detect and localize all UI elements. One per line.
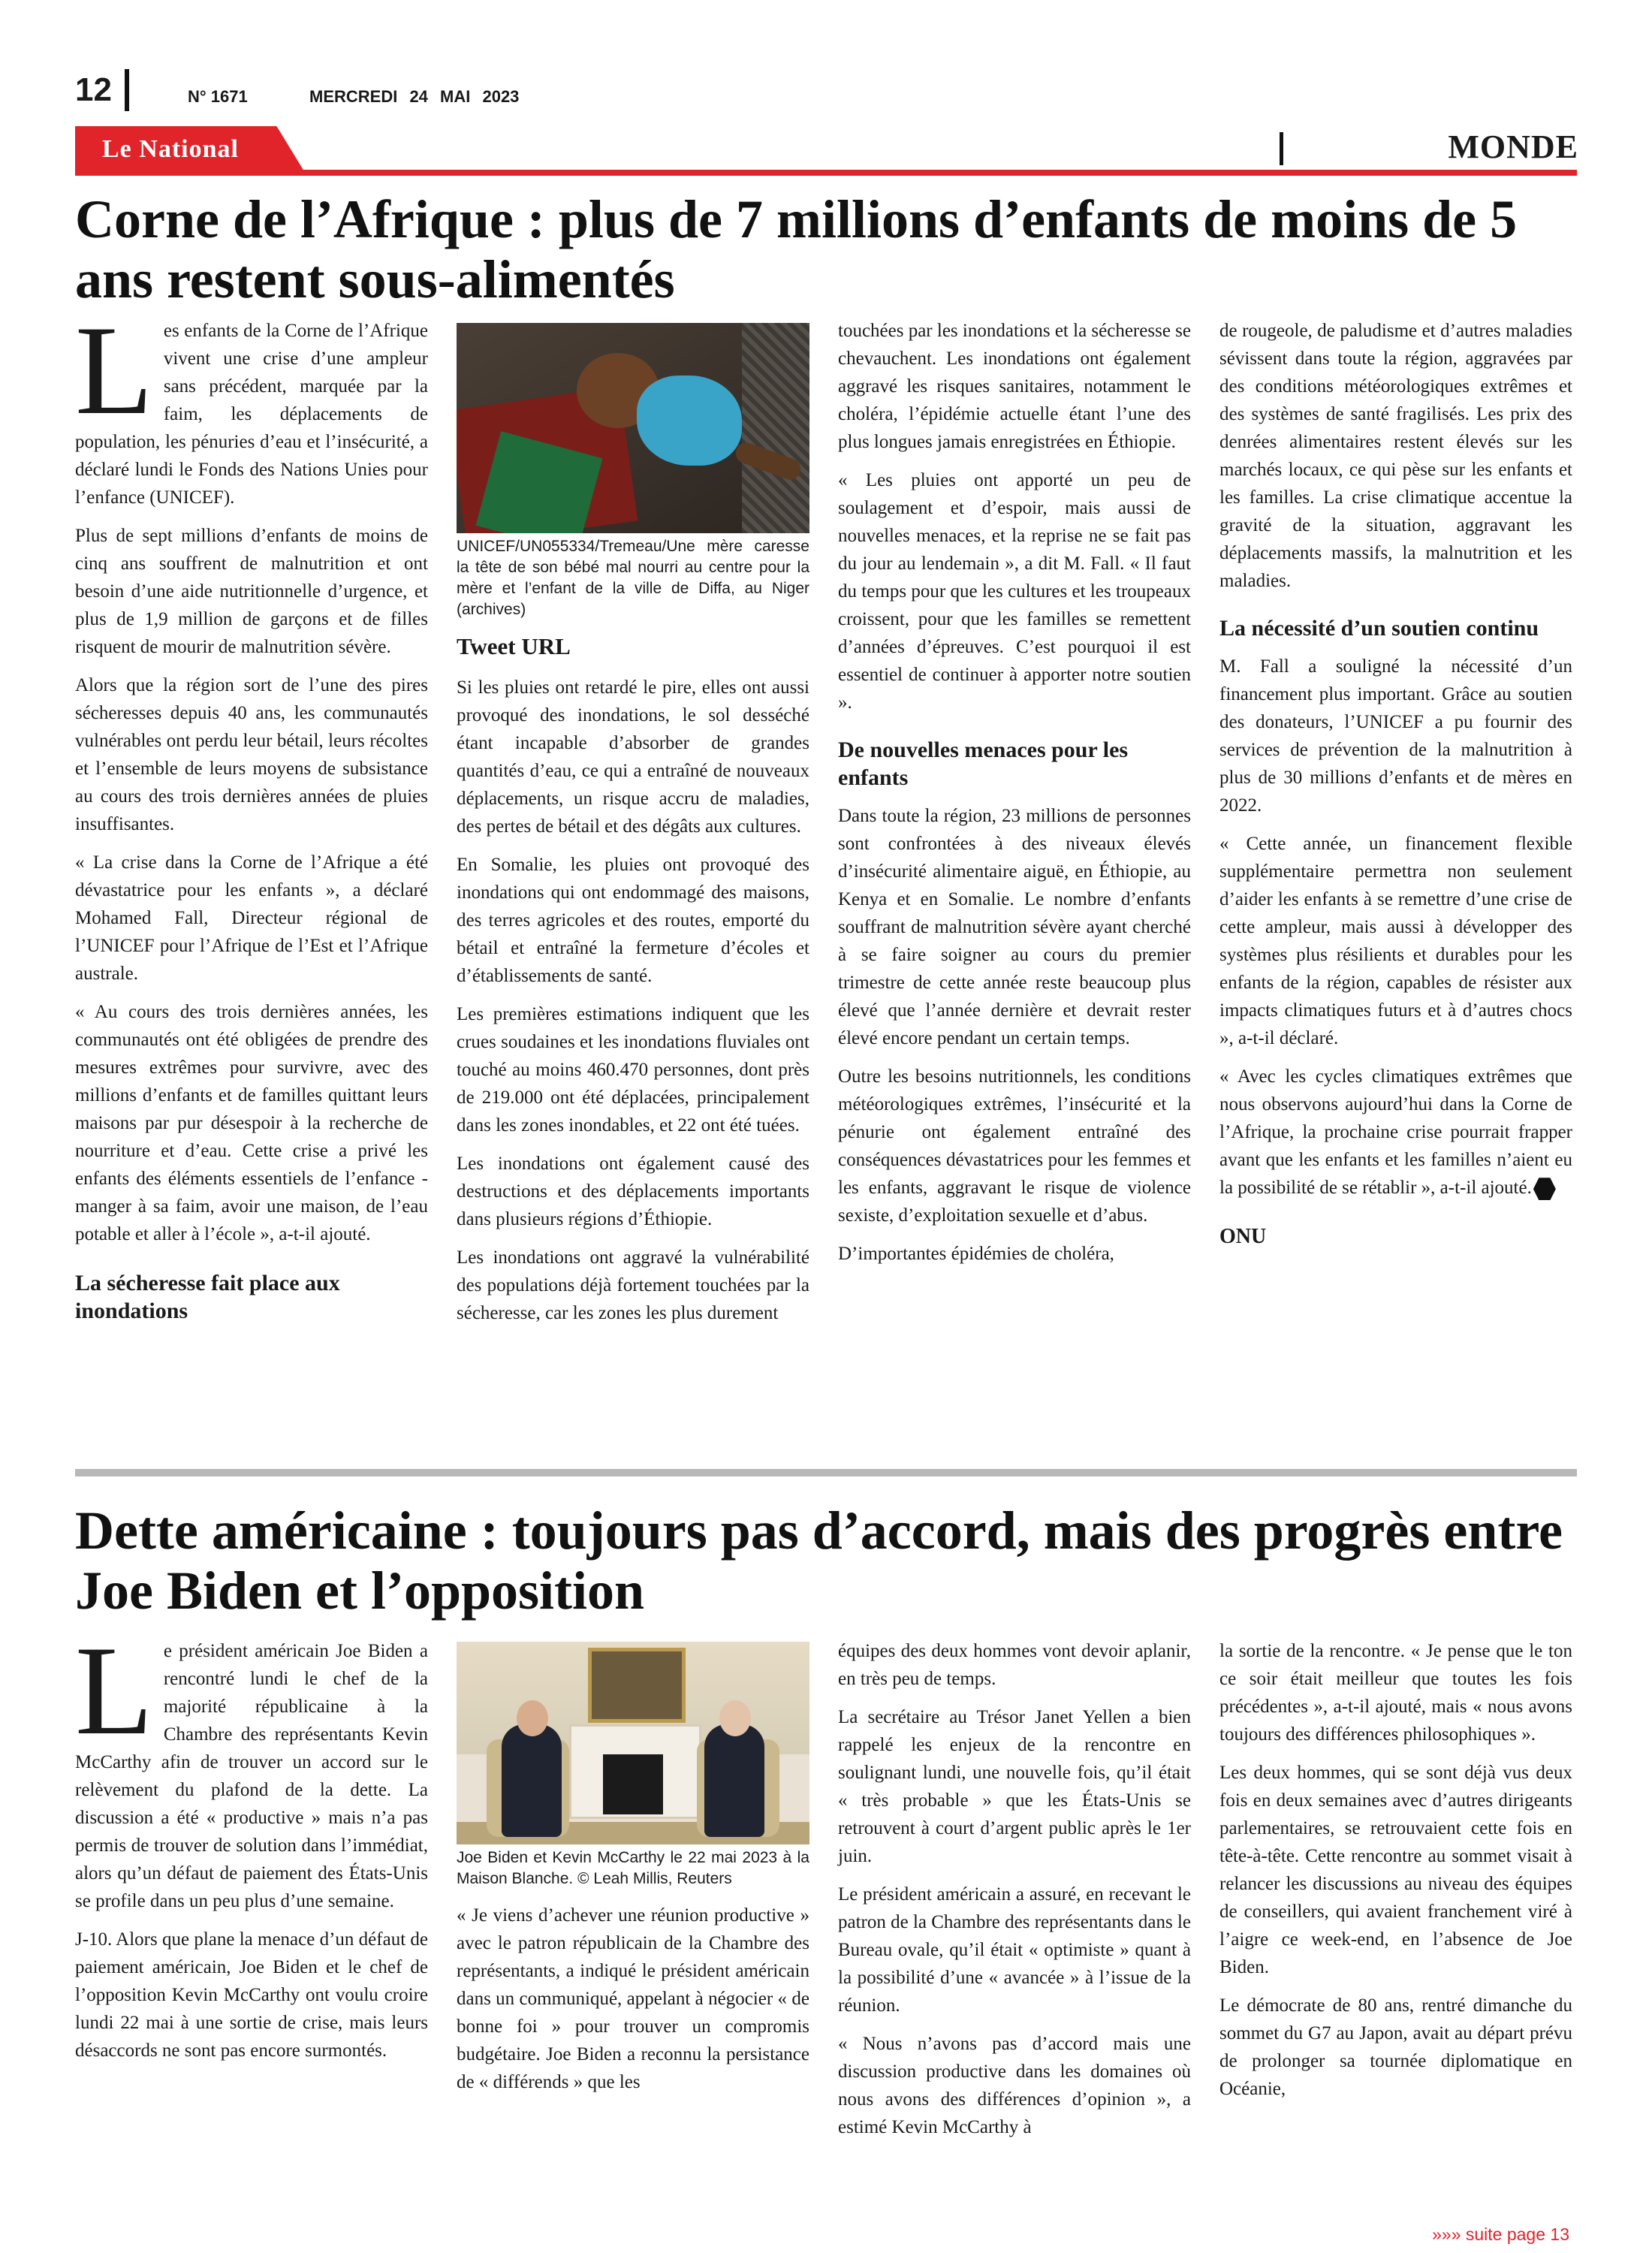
article1-paragraph: « Cette année, un financement flexible supplémentaire permettra non seulement d’aider les enfants à se remettre d’une crise de cette ampleur, mais aussi à développer des systèmes plus résilients et durables pour les enfants de la région, capables de résister aux impacts climatiques futurs et à d’autres chocs », a-t-il déclaré. [1219,834,1572,1048]
header-rule [75,170,1577,176]
article2-paragraph: J-10. Alors que plane la menace d’un défaut de paiement américain, Joe Biden et le chef de l’opposition Kevin McCarthy ont voulu croire lundi 22 mai à une sortie de crise, mais leurs désaccords ne sont pas encore surmontés. [75,1929,428,2061]
article1-source: ONU [1219,1225,1267,1248]
photo-caption: Joe Biden et Kevin McCarthy le 22 mai 2023 à la Maison Blanche. © Leah Millis, Reuters [457,1849,809,1887]
article1-paragraph: Alors que la région sort de l’une des pires sécheresses depuis 40 ans, les communautés vulnérables ont perdu leur bétail, leurs récoltes et l’ensemble de leurs moyens de subsistance au cours des trois dernières années de pluies insuffisantes. [75,675,428,834]
article2-paragraph: la sortie de la rencontre. « Je pense que le ton ce soir était meilleur que toutes les fois précédentes », a-t-il ajouté, mais « nous avons toujours des différences philosophiques ». [1219,1641,1572,1745]
article2-paragraph: Les deux hommes, qui se sont déjà vus deux fois en deux semaines avec d’autres dirigeants parlementaires, se retrouvaient cette fois en tête-à-tête. Cette rencontre au sommet visait à relancer les discussions au niveau des équipes de conseillers, qui avaient franchement viré à l’aigre ce week-end, en l’absence de Joe Biden. [1219,1763,1572,1977]
article1-column-3 [838,317,1191,1278]
article2-paragraph: équipes des deux hommes vont devoir aplanir, en très peu de temps. [838,1641,1191,1689]
page-number-divider [125,69,129,111]
article2-paragraph: Le président américain a assuré, en recevant le patron de la Chambre des représentants dans le Bureau ovale, qu’il était « optimiste » quant à la possibilité d’une « avancée » à l’issue de la réunion. [838,1884,1191,2016]
article2-paragraph: La secrétaire au Trésor Janet Yellen a bien rappelé les enjeux de la rencontre en soulignant lundi, une nouvelle fois, qu’il était « très probable » que les États-Unis se retrouvent à court d’argent public après le 1er juin. [838,1707,1191,1866]
article1-subheading: La nécessité d’un soutien continu [1219,616,1539,641]
article1-paragraph: touchées par les inondations et la sécheresse se chevauchent. Les inondations ont également aggravé les risques sanitaires, notamment le choléra, l’épidémie actuelle étant l’une des plus longues jamais enregistrées en Éthiopie. [838,321,1191,452]
article2-column-2 [457,1642,809,2107]
photo-caption: UNICEF/UN055334/Tremeau/Une mère caresse la tête de son bébé mal nourri au centre pour la mère et l’enfant de la ville de Diffa, au Niger (archives) [457,538,809,618]
article1-paragraph: de rougeole, de paludisme et d’autres maladies sévissent dans toute la région, aggravées par des conditions météorologiques extrêmes et des systèmes de santé fragilisés. Les prix des denrées alimentaires restent élevés sur les marchés locaux, ce qui pèse sur les enfants et les familles. La crise climatique accentue la gravité de la situation, aggravant les déplacements massifs, la malnutrition et les maladies. [1219,321,1572,591]
article1-paragraph: Plus de sept millions d’enfants de moins de cinq ans souffrent de malnutrition et ont besoin d’une aide nutritionnelle d’urgence, et plus de 1,9 million de garçons et de filles risquent de mourir de malnutrition sévère. [75,526,428,657]
article1-paragraph: « Avec les cycles climatiques extrêmes que nous observons aujourd’hui dans la Corne de l’Afrique, la prochaine crise pourrait frapper avant que les enfants et les familles n’aient eu la possibilité de se rétablir », a-t-il ajouté. [1219,1066,1572,1198]
article1-paragraph: es enfants de la Corne de l’Afrique vivent une crise d’une ampleur sans précédent, marquée par la faim, les déplacements de population, les pénuries d’eau et l’insécurité, a déclaré lundi le Fonds des Nations Unies pour l’enfance (UNICEF). [75,321,428,508]
article1-paragraph: Si les pluies ont retardé le pire, elles ont aussi provoqué des inondations, le sol desséché étant incapable d’absorber de grandes quantités d’eau, ce qui a entraîné de nouveaux déplacements, un risque accru de maladies, des pertes de bétail et des dégâts aux cultures. [457,677,809,837]
section-name: MONDE [1448,128,1578,165]
article2-column-3 [838,1637,1191,2152]
article1-column-4 [1219,317,1572,1250]
article2-paragraph: « Nous n’avons pas d’accord mais une discussion productive dans les domaines où nous avons des différences d’opinion », a estimé Kevin McCarthy à [838,2034,1191,2137]
article1-paragraph: Les inondations ont aggravé la vulnérabilité des populations déjà fortement touchées par la sécheresse, car les zones les plus durement [457,1247,809,1323]
article2-paragraph: e président américain Joe Biden a rencontré lundi le chef de la majorité républicaine à la Chambre des représentants Kevin McCarthy afin de trouver un accord sur le relèvement du plafond de la dette. La discussion a été « productive » mais n’a pas permis de trouver de solution dans l’immédiat, alors qu’un défaut de paiement des États-Unis se profile dans un peu plus d’une semaine. [75,1641,428,1911]
article-divider [75,1469,1577,1476]
article1-paragraph: « Au cours des trois dernières années, les communautés ont été obligées de prendre des mesures extrêmes pour survivre, avec des millions d’enfants et de familles quittant leurs maisons par pur désespoir à la recherche de nourriture et d’eau. Cette crise a privé les enfants des éléments essentiels de l’enfance - manger à sa faim, avoir une maison, de l’eau potable et aller à l’école », a-t-il ajouté. [75,1002,428,1244]
article1-paragraph: En Somalie, les pluies ont provoqué des inondations qui ont endommagé des maisons, des terres agricoles et des routes, emporté du bétail et entraîné la fermeture d’écoles et d’établissements de santé. [457,855,809,986]
article1-paragraph: M. Fall a souligné la nécessité d’un financement plus important. Grâce au soutien des donateurs, l’UNICEF a pu fournir des services de prévention de la malnutrition à plus de 30 millions d’enfants et de mères en 2022. [1219,656,1572,816]
article2-dropcap: L [75,1620,153,1761]
brand-name: Le National [102,135,239,163]
article1-paragraph: « La crise dans la Corne de l’Afrique a été dévastatrice pour les enfants », a déclaré Mohamed Fall, Directeur régional de l’UNICEF pour l’Afrique de l’Est et l’Afrique australe. [75,852,428,984]
issue-number: N° 1671 [188,87,248,106]
malnourished-child-photo [457,323,809,533]
article1-paragraph: Dans toute la région, 23 millions de personnes sont confrontées à des niveaux élevés d’insécurité alimentaire aiguë, en Éthiopie, au Kenya et en Somalie. Le nombre d’enfants souffrant de malnutrition sévère ayant cherché à se faire soigner au cours du premier trimestre de cette année reste beaucoup plus élevé que l’année dernière et devrait rester élevé encore pendant un certain temps. [838,806,1191,1048]
section-divider [1280,132,1283,165]
article1-subheading: De nouvelles menaces pour les enfants [838,737,1129,790]
article2-column-4 [1219,1637,1572,2113]
article1-paragraph: Les inondations ont également causé des destructions et des déplacements importants dans plusieurs régions d’Éthiopie. [457,1154,809,1229]
article2-paragraph: « Je viens d’achever une réunion productive » avec le patron républicain de la Chambre des représentants, a indiqué le président américain dans un communiqué, appelant à négocier « de bonne foi » pour trouver un compromis budgétaire. Joe Biden a reconnu la persistance de « différends » que les [457,1905,809,2092]
tweet-url-link[interactable]: Tweet URL [457,633,571,659]
article2-paragraph: Le démocrate de 80 ans, rentré dimanche du sommet du G7 au Japon, avait au départ prévu de prolonger sa tournée diplomatique en Océanie, [1219,1995,1572,2099]
article-end-icon [1533,1178,1556,1200]
article2-headline: Dette américaine : toujours pas d’accord, mais des progrès entre Joe Biden et l’opposition [75,1500,1563,1621]
page-number: 12 [75,71,112,108]
article1-headline: Corne de l’Afrique : plus de 7 millions d’enfants de moins de 5 ans restent sous-alimentés [75,189,1518,309]
oval-office-meeting-photo [457,1642,809,1844]
article1-paragraph: D’importantes épidémies de choléra, [838,1244,1114,1264]
article1-subheading: La sécheresse fait place aux inondations [75,1271,340,1323]
publication-date: MERCREDI 24 MAI 2023 [309,87,520,106]
article1-paragraph: Outre les besoins nutritionnels, les conditions météorologiques extrêmes, l’insécurité et la pénurie ont également entraîné des conséquences dévastatrices pour les femmes et les enfants, aggravant le risque de violence sexiste, d’exploitation sexuelle et d’abus. [838,1066,1191,1226]
article2-column-1 [75,1620,428,2075]
continued-on-page-link[interactable]: »»» suite page 13 [1432,2224,1569,2244]
article1-paragraph: Les premières estimations indiquent que les crues soudaines et les inondations fluviales ont touché au moins 460.470 personnes, dont près de 219.000 ont été déplacées, principalement dans les zones inondables, et 22 ont été tuées. [457,1004,809,1136]
article1-paragraph: « Les pluies ont apporté un peu de soulagement et d’espoir, mais aussi de nouvelles menaces, et la reprise ne se fait pas du jour au lendemain », a dit M. Fall. « Il faut du temps pour que les cultures et les troupeaux croissent, pour que les familles se remettent d’années d’épreuves. C’est pourquoi il est essentiel de continuer à apporter notre soutien ». [838,470,1191,713]
article1-dropcap: L [75,300,153,441]
article1-column-2 [457,323,809,1338]
article1-column-1 [75,300,428,1335]
